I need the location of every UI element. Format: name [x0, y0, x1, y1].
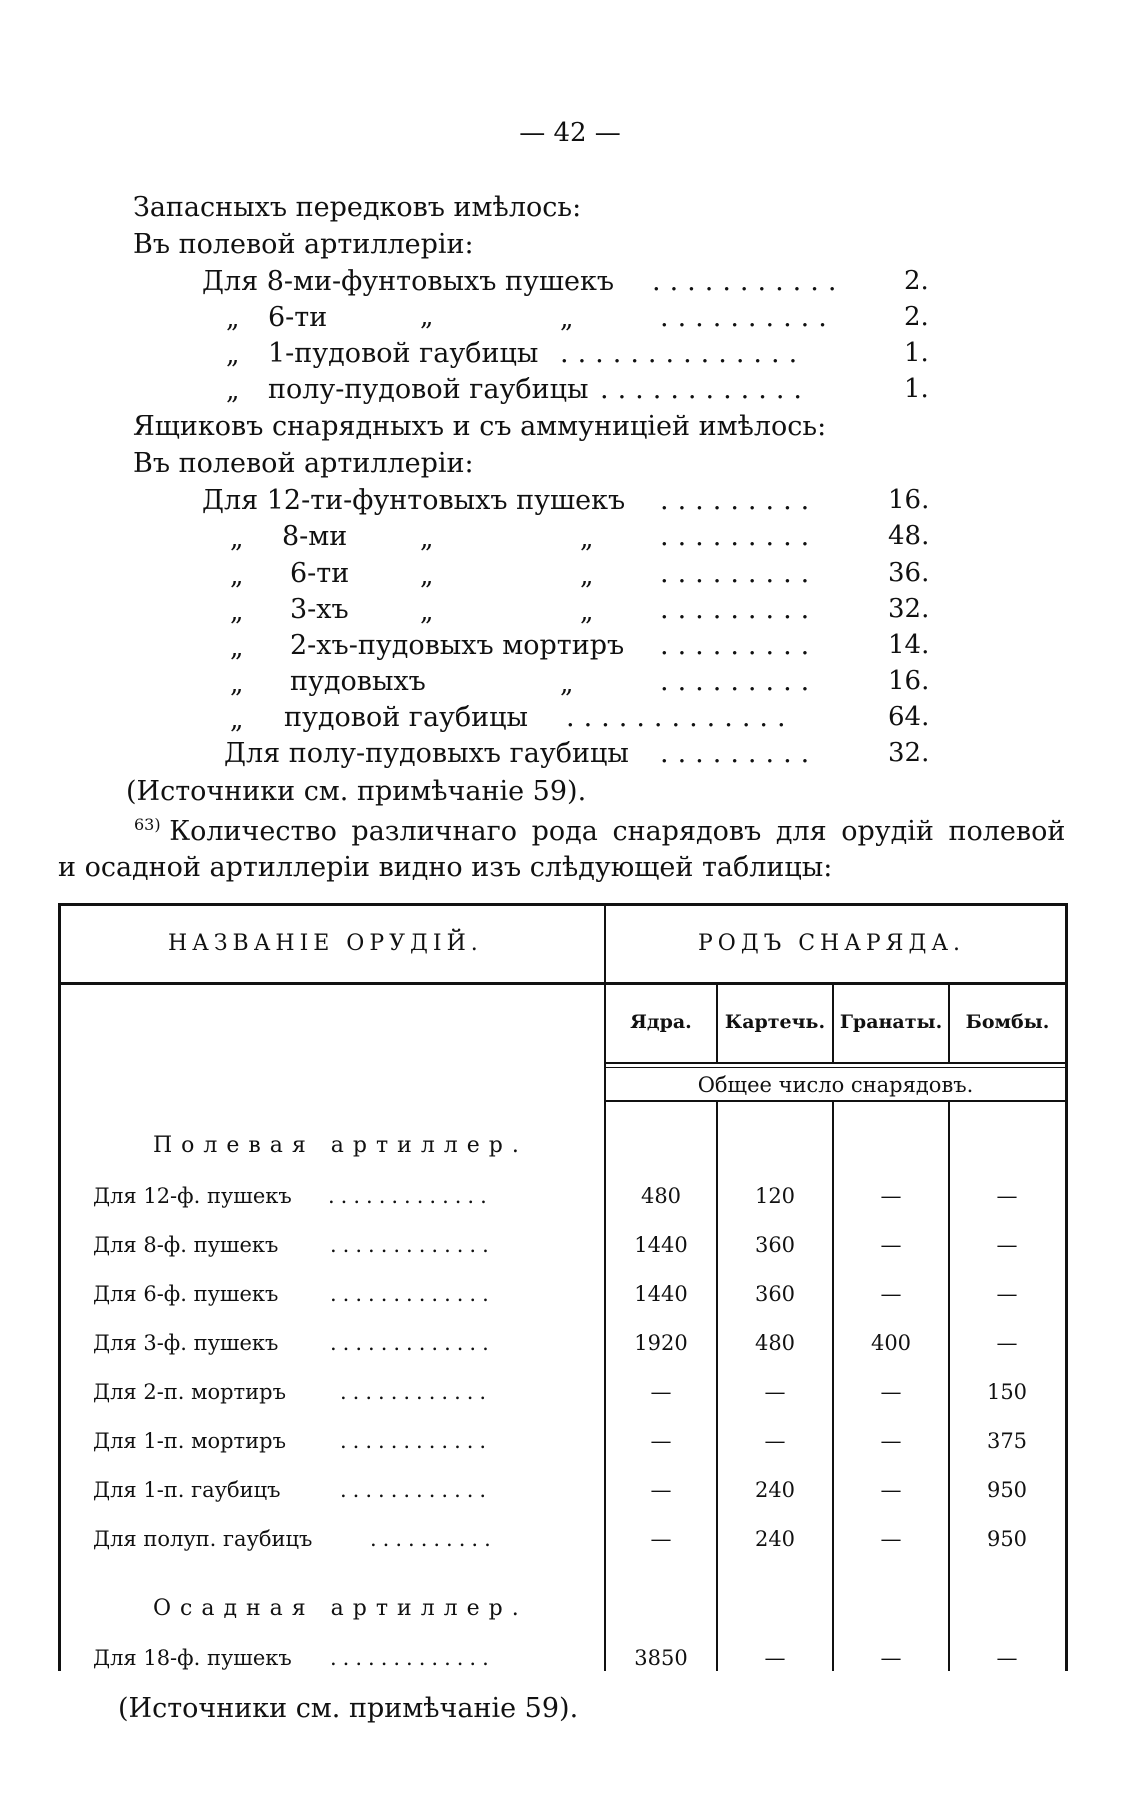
dot-leader: .........	[660, 738, 819, 769]
table-cell: —	[764, 1380, 786, 1404]
table-cell: 950	[986, 1527, 1028, 1551]
page-number: — 42 —	[519, 118, 621, 148]
header-rule	[58, 982, 1068, 985]
ditto-mark: „	[420, 597, 434, 627]
dot-leader: .........	[660, 666, 819, 697]
boxes-item-label: пудовой гаубицы	[284, 702, 529, 733]
table-cell: 480	[640, 1184, 682, 1208]
table-cell: —	[996, 1233, 1018, 1257]
dot-leader: .............	[330, 1233, 495, 1257]
table-cell: —	[880, 1184, 902, 1208]
table-row-label: Для 1-п. гаубицъ	[93, 1478, 281, 1502]
ammunition-table	[58, 903, 1068, 1671]
table-border-top	[58, 903, 1068, 906]
boxes-source: (Источники см. примѣчаніе 59).	[126, 776, 587, 807]
dot-leader: ............	[340, 1429, 493, 1453]
ditto-mark: „	[420, 561, 434, 591]
table-cell: —	[880, 1429, 902, 1453]
note-line-2: и осадной артиллеріи видно изъ слѣдующей таблицы:	[58, 852, 833, 883]
column-divider	[716, 1102, 718, 1671]
reserve-item-label: 6-ти	[268, 302, 328, 333]
ditto-mark: „	[580, 561, 594, 591]
table-cell: —	[880, 1233, 902, 1257]
table-cell: 375	[986, 1429, 1028, 1453]
table-cell: —	[880, 1646, 902, 1670]
ditto-mark: „	[560, 669, 574, 699]
table-cell: 1920	[634, 1331, 688, 1355]
table-cell: 480	[754, 1331, 796, 1355]
table-cell: 950	[986, 1478, 1028, 1502]
table-cell: —	[650, 1478, 672, 1502]
table-row-label: Для 6-ф. пушекъ	[93, 1282, 279, 1306]
boxes-item-value: 36.	[888, 558, 930, 588]
dot-leader: ............	[340, 1478, 493, 1502]
note-line-1: Количество различнаго рода снарядовъ для орудій полевой	[169, 816, 1066, 847]
dot-leader: ...........	[652, 266, 846, 297]
column-header-bombs: Бомбы.	[965, 1011, 1050, 1033]
table-cell: —	[996, 1646, 1018, 1670]
table-source: (Источники см. примѣчаніе 59).	[118, 1693, 579, 1724]
ditto-mark: „	[230, 633, 244, 663]
table-cell: 360	[754, 1233, 796, 1257]
table-row-label: Для 1-п. мортиръ	[93, 1429, 286, 1453]
dot-leader: .........	[660, 521, 819, 552]
reserve-heading: Запасныхъ передковъ имѣлось:	[133, 192, 582, 223]
table-cell: 240	[754, 1527, 796, 1551]
dot-leader: .............	[330, 1282, 495, 1306]
ditto-mark: „	[226, 340, 240, 370]
table-row-label: Для 12-ф. пушекъ	[93, 1184, 292, 1208]
subheader-rule	[606, 1062, 1065, 1064]
reserve-subheading: Въ полевой артиллеріи:	[133, 229, 474, 260]
dot-leader: .............	[328, 1184, 493, 1208]
dot-leader: .........	[660, 558, 819, 589]
dot-leader: ..........	[370, 1527, 497, 1551]
reserve-item-label: 1-пудовой гаубицы	[268, 338, 539, 369]
section-field-artillery: Полевая артиллер.	[153, 1133, 528, 1158]
column-header-canister: Картечь.	[724, 1011, 826, 1033]
common-rule	[606, 1100, 1065, 1102]
dot-leader: ............	[340, 1380, 493, 1404]
reserve-item-value: 1.	[904, 374, 929, 404]
boxes-item-value: 14.	[888, 630, 930, 660]
ditto-mark: „	[226, 304, 240, 334]
boxes-item-label: 3-хъ	[290, 594, 349, 625]
table-cell: 3850	[634, 1646, 688, 1670]
table-cell: 400	[870, 1331, 912, 1355]
table-cell: —	[996, 1184, 1018, 1208]
reserve-item-value: 2.	[904, 266, 929, 296]
table-cell: —	[880, 1380, 902, 1404]
table-cell: 1440	[634, 1233, 688, 1257]
ditto-mark: „	[230, 597, 244, 627]
boxes-item-label: 2-хъ-пудовыхъ мортиръ	[290, 630, 625, 661]
ditto-mark: „	[230, 561, 244, 591]
table-cell: —	[996, 1282, 1018, 1306]
section-siege-artillery: Осадная артиллер.	[153, 1596, 528, 1621]
table-row-label: Для полуп. гаубицъ	[93, 1527, 313, 1551]
table-border-left	[58, 903, 61, 1671]
table-cell: —	[996, 1331, 1018, 1355]
boxes-item-value: 32.	[888, 738, 930, 768]
boxes-item-value: 32.	[888, 594, 930, 624]
note-marker: 63)	[134, 815, 161, 834]
table-row-label: Для 3-ф. пушекъ	[93, 1331, 279, 1355]
ditto-mark: „	[230, 705, 244, 735]
table-row-label: Для 8-ф. пушекъ	[93, 1233, 279, 1257]
table-cell: —	[650, 1380, 672, 1404]
ditto-mark: „	[230, 669, 244, 699]
header-shell-kind: РОДЪ СНАРЯДА.	[698, 931, 965, 956]
dot-leader: .............	[566, 702, 795, 733]
ditto-mark: „	[560, 304, 574, 334]
table-row-label: Для 2-п. мортиръ	[93, 1380, 286, 1404]
dot-leader: ..........	[660, 302, 836, 333]
boxes-item-label: Для полу-пудовыхъ гаубицы	[224, 738, 629, 769]
ditto-mark: „	[420, 524, 434, 554]
ditto-mark: „	[580, 524, 594, 554]
boxes-subheading: Въ полевой артиллеріи:	[133, 448, 474, 479]
note-first-line	[134, 815, 1065, 847]
table-row-label: Для 18-ф. пушекъ	[93, 1646, 292, 1670]
table-cell: —	[650, 1429, 672, 1453]
ditto-mark: „	[420, 302, 434, 332]
boxes-item-label: 8-ми	[282, 521, 348, 552]
dot-leader: .........	[660, 485, 819, 516]
reserve-item-value: 1.	[904, 338, 929, 368]
boxes-item-label: Для 12-ти-фунтовыхъ пушекъ	[202, 485, 626, 516]
reserve-item-label: Для 8-ми-фунтовыхъ пушекъ	[202, 266, 615, 297]
table-cell: —	[650, 1527, 672, 1551]
boxes-item-value: 64.	[888, 702, 930, 732]
dot-leader: .............	[330, 1646, 495, 1670]
dot-leader: .........	[660, 630, 819, 661]
column-divider	[832, 1102, 834, 1671]
boxes-item-label: пудовыхъ	[290, 666, 426, 697]
boxes-heading: Ящиковъ снарядныхъ и съ аммуниціей имѣлось:	[133, 411, 827, 442]
table-cell: 150	[986, 1380, 1028, 1404]
dot-leader: ..............	[560, 338, 807, 369]
common-count-label: Общее число снарядовъ.	[697, 1073, 974, 1097]
table-cell: —	[880, 1527, 902, 1551]
table-cell: —	[764, 1429, 786, 1453]
boxes-item-value: 48.	[888, 521, 930, 551]
dot-leader: .............	[330, 1331, 495, 1355]
dot-leader: .........	[660, 594, 819, 625]
table-cell: —	[880, 1282, 902, 1306]
table-cell: 120	[754, 1184, 796, 1208]
table-cell: 240	[754, 1478, 796, 1502]
subheader-rule	[606, 1067, 1065, 1068]
reserve-item-label: полу-пудовой гаубицы	[268, 374, 589, 405]
table-cell: 1440	[634, 1282, 688, 1306]
table-cell: —	[764, 1646, 786, 1670]
ditto-mark: „	[230, 524, 244, 554]
table-border-right	[1065, 903, 1068, 1671]
dot-leader: ............	[600, 374, 811, 405]
boxes-item-label: 6-ти	[290, 558, 350, 589]
boxes-item-value: 16.	[888, 485, 930, 515]
boxes-item-value: 16.	[888, 666, 930, 696]
reserve-item-value: 2.	[904, 302, 929, 332]
ditto-mark: „	[226, 376, 240, 406]
table-cell: —	[880, 1478, 902, 1502]
column-header-cannonballs: Ядра.	[630, 1011, 692, 1033]
table-cell: 360	[754, 1282, 796, 1306]
header-gun-names: НАЗВАНІЕ ОРУДІЙ.	[168, 931, 483, 956]
column-divider	[948, 1102, 950, 1671]
ditto-mark: „	[580, 597, 594, 627]
column-header-grenades: Гранаты.	[839, 1011, 943, 1033]
